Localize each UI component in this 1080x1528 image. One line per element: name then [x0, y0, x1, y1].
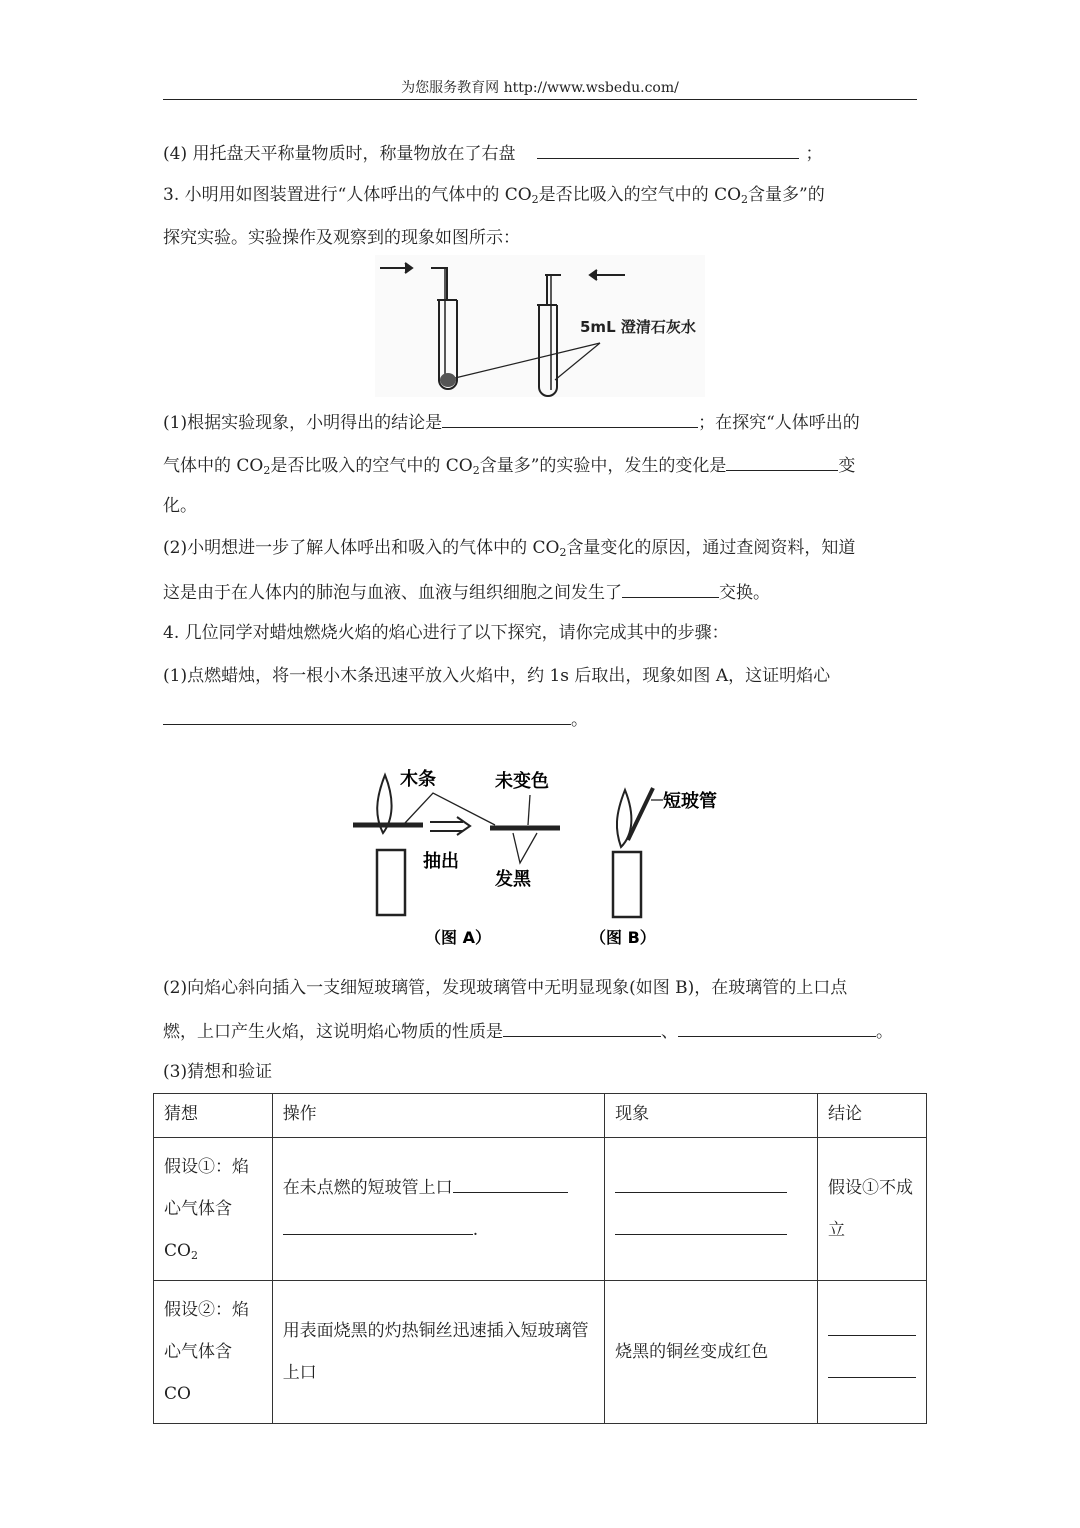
q4-p3: (3)猜想和验证 [163, 1062, 273, 1082]
operation-1: 在未点燃的短玻管上口 . [272, 1138, 604, 1281]
answer-blank[interactable] [726, 452, 838, 471]
conclusion-1: 假设①不成立 [818, 1138, 927, 1281]
table-row [154, 1281, 927, 1424]
page-header: 为您服务教育网 http://www.wsbedu.com/ [401, 80, 679, 96]
q3-p2-line2: 这是由于在人体内的肺泡与血液、血液与组织细胞之间发生了 交换。 [163, 579, 770, 605]
hypothesis-1: 假设①：焰心气体含 $CO_2$ [154, 1138, 273, 1281]
answer-blank[interactable] [537, 140, 799, 159]
q4-p1: (1)点燃蜡烛，将一根小木条迅速平放入火焰中，约 1s 后取出，现象如图 A，这证明焰心 [163, 666, 831, 686]
q2-item4: (4) 用托盘天平称量物质时，称量物放在了右盘 ； [163, 140, 822, 166]
unchanged-label: 未变色 [495, 771, 549, 792]
short-tube-label: 短玻管 [663, 791, 717, 812]
hypothesis-2: 假设②：焰心气体含 CO [154, 1281, 273, 1424]
phenomenon-2: 烧黑的铜丝变成红色 [605, 1281, 818, 1424]
q3-line1: 3. 小明用如图装置进行“人体呼出的气体中的 $CO_2$是否比吸入的空气中的 $CO_2$含量多”的 [163, 185, 825, 206]
answer-blank[interactable] [615, 1174, 787, 1193]
answer-blank[interactable] [828, 1317, 916, 1336]
test-tube-figure [375, 255, 705, 397]
q3-p1-line1: (1)根据实验现象，小明得出的结论是 ；在探究“人体呼出的 [163, 409, 860, 435]
stick-label: 木条 [400, 769, 436, 790]
hypothesis-table [153, 1093, 927, 1424]
q4-p2-line1: (2)向焰心斜向插入一支细短玻璃管，发现玻璃管中无明显现象(如图 B)，在玻璃管的上口点 [163, 978, 848, 998]
conclusion-2 [818, 1281, 927, 1424]
answer-blank[interactable] [453, 1174, 568, 1193]
q4-p1-blank-line: 。 [163, 706, 588, 732]
answer-blank[interactable] [503, 1018, 661, 1037]
answer-blank[interactable] [615, 1216, 787, 1235]
answer-blank[interactable] [678, 1018, 876, 1037]
caption-a: （图 A） [425, 928, 491, 947]
q3-p1-line3: 化。 [163, 496, 197, 516]
q4-line1: 4. 几位同学对蜡烛燃烧火焰的焰心进行了以下探究，请你完成其中的步骤： [163, 623, 729, 643]
blackened-label: 发黑 [495, 869, 531, 890]
candle-figure [345, 755, 745, 955]
answer-blank[interactable] [828, 1359, 916, 1378]
answer-blank[interactable] [283, 1216, 473, 1235]
q3-p1-line2: 气体中的 $CO_2$是否比吸入的空气中的 $CO_2$含量多”的实验中，发生的变化是 变 [163, 452, 855, 478]
answer-blank[interactable] [442, 409, 698, 428]
operation-2: 用表面烧黑的灼热铜丝迅速插入短玻璃管上口 [272, 1281, 604, 1424]
caption-b: （图 B） [590, 928, 656, 947]
q4-p2-line2: 燃，上口产生火焰，这说明焰心物质的性质是 、 。 [163, 1018, 893, 1044]
q3-p2-line1: (2)小明想进一步了解人体呼出和吸入的气体中的 $CO_2$含量变化的原因，通过查阅资料，知道 [163, 538, 856, 559]
table-row [154, 1138, 927, 1281]
limewater-label: 5mL 澄清石灰水 [580, 318, 696, 336]
answer-blank[interactable] [622, 579, 719, 598]
table-header-row: 猜想 操作 现象 结论 [154, 1094, 927, 1138]
phenomenon-1 [605, 1138, 818, 1281]
q3-line2: 探究实验。实验操作及观察到的现象如图所示： [163, 228, 520, 248]
pull-out-label: 抽出 [423, 851, 459, 872]
header-rule [163, 99, 917, 100]
answer-blank[interactable] [163, 706, 571, 725]
